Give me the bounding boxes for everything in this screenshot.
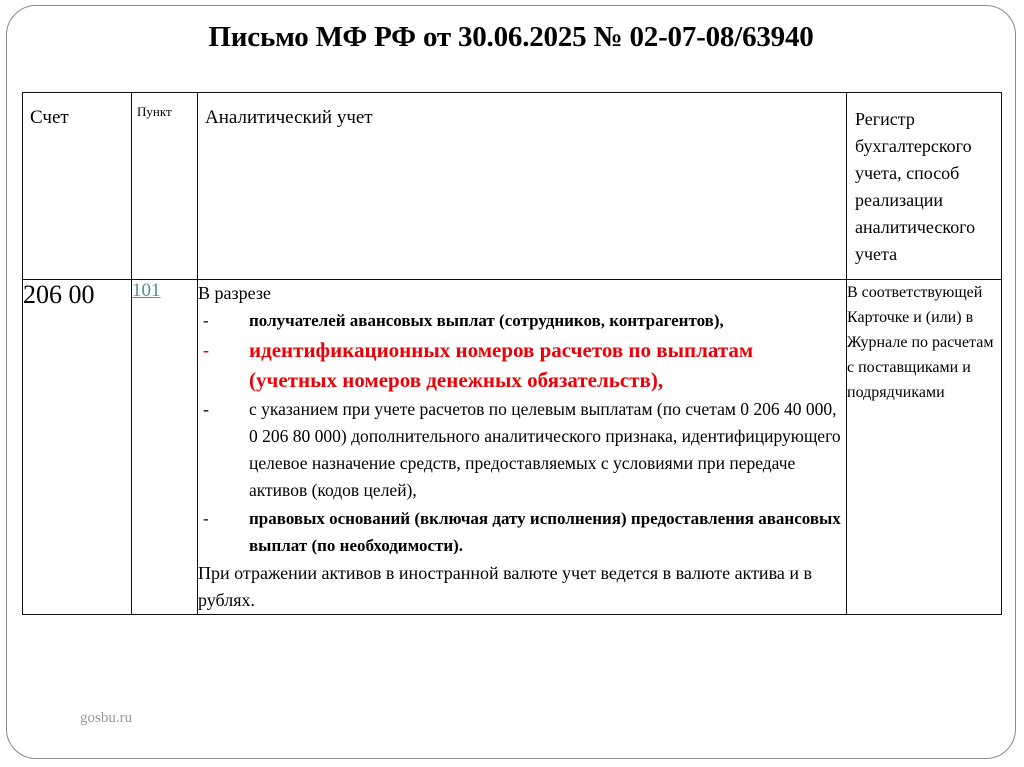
bullet-dash-icon: - <box>203 399 209 419</box>
analytic-lead-text: В разрезе <box>198 283 271 303</box>
table-header-row <box>23 93 1002 280</box>
table-row <box>23 280 1002 615</box>
header-label-register: Регистр бухгалтерского учета, способ реализации аналитического учета <box>855 109 976 264</box>
bullet-dash-icon: - <box>203 509 209 528</box>
list-item <box>198 307 846 334</box>
point-reference-link[interactable]: 101 <box>132 280 161 301</box>
list-item-text: с указанием при учете расчетов по целевым выплатам (по счетам 0 206 40 000, 0 206 80 000) дополнительного аналитического признака, идентифицирующего целевое назначение средств, предоставляемых с условиями при передаче активов (кодов целей), <box>249 399 841 500</box>
header-cell-register <box>847 93 1002 280</box>
analytic-accounting-table <box>22 92 1002 615</box>
analytic-tail-text: При отражении активов в иностранной валюте учет ведется в валюте актива и в рублях. <box>198 563 812 610</box>
list-item <box>198 396 846 504</box>
list-item-text: идентификационных номеров расчетов по выплатам (учетных номеров денежных обязательств), <box>249 338 754 392</box>
header-label-account: Счет <box>30 107 69 128</box>
header-label-analytic: Аналитический учет <box>205 107 373 128</box>
analytic-bullet-list <box>198 307 846 559</box>
list-item <box>198 335 846 395</box>
cell-analytic-content <box>198 280 847 615</box>
cell-point <box>132 280 198 615</box>
list-item-text: правовых оснований (включая дату исполнения) предоставления авансовых выплат (по необходимости). <box>249 509 841 555</box>
header-label-point: Пункт <box>137 104 172 119</box>
header-cell-point <box>132 93 198 280</box>
slide-frame <box>6 5 1016 759</box>
list-item <box>198 505 846 559</box>
page-title: Письмо МФ РФ от 30.06.2025 № 02-07-08/63940 <box>208 21 814 53</box>
header-cell-analytic <box>198 93 847 280</box>
cell-register-content: В соответствующей Карточке и (или) в Журнале по расчетам с поставщиками и подрядчиками <box>847 280 1002 615</box>
site-watermark: gosbu.ru <box>80 710 133 726</box>
bullet-dash-icon: - <box>203 340 209 360</box>
cell-account-number: 206 00 <box>23 280 132 615</box>
header-cell-account <box>23 93 132 280</box>
list-item-text: получателей авансовых выплат (сотрудников, контрагентов), <box>249 311 724 330</box>
bullet-dash-icon: - <box>203 311 209 330</box>
